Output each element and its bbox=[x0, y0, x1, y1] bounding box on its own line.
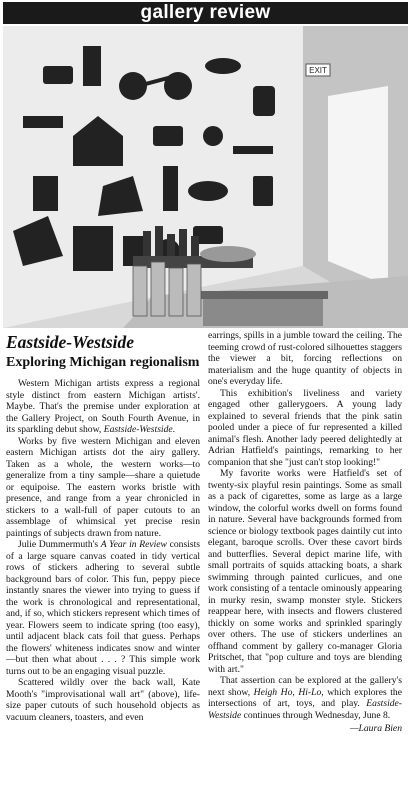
paragraph-6: My favorite works were Hatfield's set of twenty-six playful resin paintings. Some as small as a pack of cigarettes, some as large as a large window, the colorful works dwell on forms found in nature. Several have backgrounds formed from science or biology textbook pages daintily cut into elegant, baroque scrolls. Over these cavort birds and butterflies. Several depict marine life, with small portraits of squids attacking boats, a shark swimming through painted curlicues, and one work consisting of a tentacle ominously appearing in murky resin, swamp monster style. Stickers reappear here, with insects and flowers clustered thickly on some works and sprinkled sparingly over others. The use of stickers underlines an offhand comment by gallery co-manager Gloria Pritschet, that "pop culture and toys are blending with art." bbox=[208, 468, 402, 675]
article-subhead: Exploring Michigan regionalism bbox=[6, 355, 200, 370]
author-byline: —Laura Bien bbox=[350, 723, 402, 734]
svg-text:EXIT: EXIT bbox=[309, 66, 327, 75]
paragraph-4: Scattered wildly over the back wall, Kate Mooth's "improvisational wall art" (above), life-size paper cutouts of such household objects as vacuum cleaners, toasters, and even bbox=[6, 677, 200, 723]
paragraph-2: Works by five western Michigan and eleven eastern Michigan artists dot the airy gallery. Taken as a whole, the western works—to generalize from a tiny sample—share a quietude or equipoise. The eastern works bristle with presence, and range from a year chronicled in stickers to a wall-full of paper cutouts to an assemblage of whimsical yet precise resin paintings of subjects drawn from nature. bbox=[6, 435, 200, 539]
section-title: gallery review bbox=[140, 2, 271, 23]
gallery-installation-photo-icon bbox=[3, 26, 408, 328]
paragraph-5: This exhibition's liveliness and variety engaged other gallerygoers. A young lady explained to several friends that the pink satin pooled under a piece of fur represented a killed animal's flesh. Another lady peered delightedly at Adrian Hatfield's paintings, remarking to her companion that she "just can't stop looking!" bbox=[208, 387, 402, 468]
article-column-left bbox=[6, 330, 200, 723]
article-headline: Eastside-Westside bbox=[6, 332, 135, 352]
paragraph-1: Western Michigan artists express a regional style distinct from eastern Michigan artists'. Maybe. That's the premise under exploration at the Gallery Project, on South Fourth Avenue, in its sparkling debut show, Eastside-Westside. bbox=[6, 378, 200, 435]
article-column-right bbox=[208, 330, 402, 735]
paragraph-4-continued: earrings, spills in a jumble toward the ceiling. The teeming crowd of rust-colored silhouettes staggers the viewer a bit, forcing reflections on materialism and the huge quantity of objects in one's everyday life. bbox=[208, 330, 402, 387]
gallery-photo bbox=[3, 26, 408, 328]
paragraph-7: That assertion can be explored at the gallery's next show, Heigh Ho, Hi-Lo, which explores the intersections of art, toys, and play. Eastside-Westside continues through Wednesday, June 8. bbox=[208, 675, 402, 721]
section-header bbox=[3, 2, 408, 24]
paragraph-3: Julie Dummermuth's A Year in Review consists of a large square canvas coated in tidy vertical rows of stickers adhering to several subtle background bars of color. This fun, peppy piece instantly snares the viewer into trying to guess if the work is chronological and representational, and, if so, which stickers represent which times of year. Flowers seem to indicate spring (too easy), until adjacent black cats foil that guess. Perhaps the flowers' whiteness indicates snow and winter—but then what about . . . ? This simple work turns out to be an engaging visual puzzle. bbox=[6, 539, 200, 677]
